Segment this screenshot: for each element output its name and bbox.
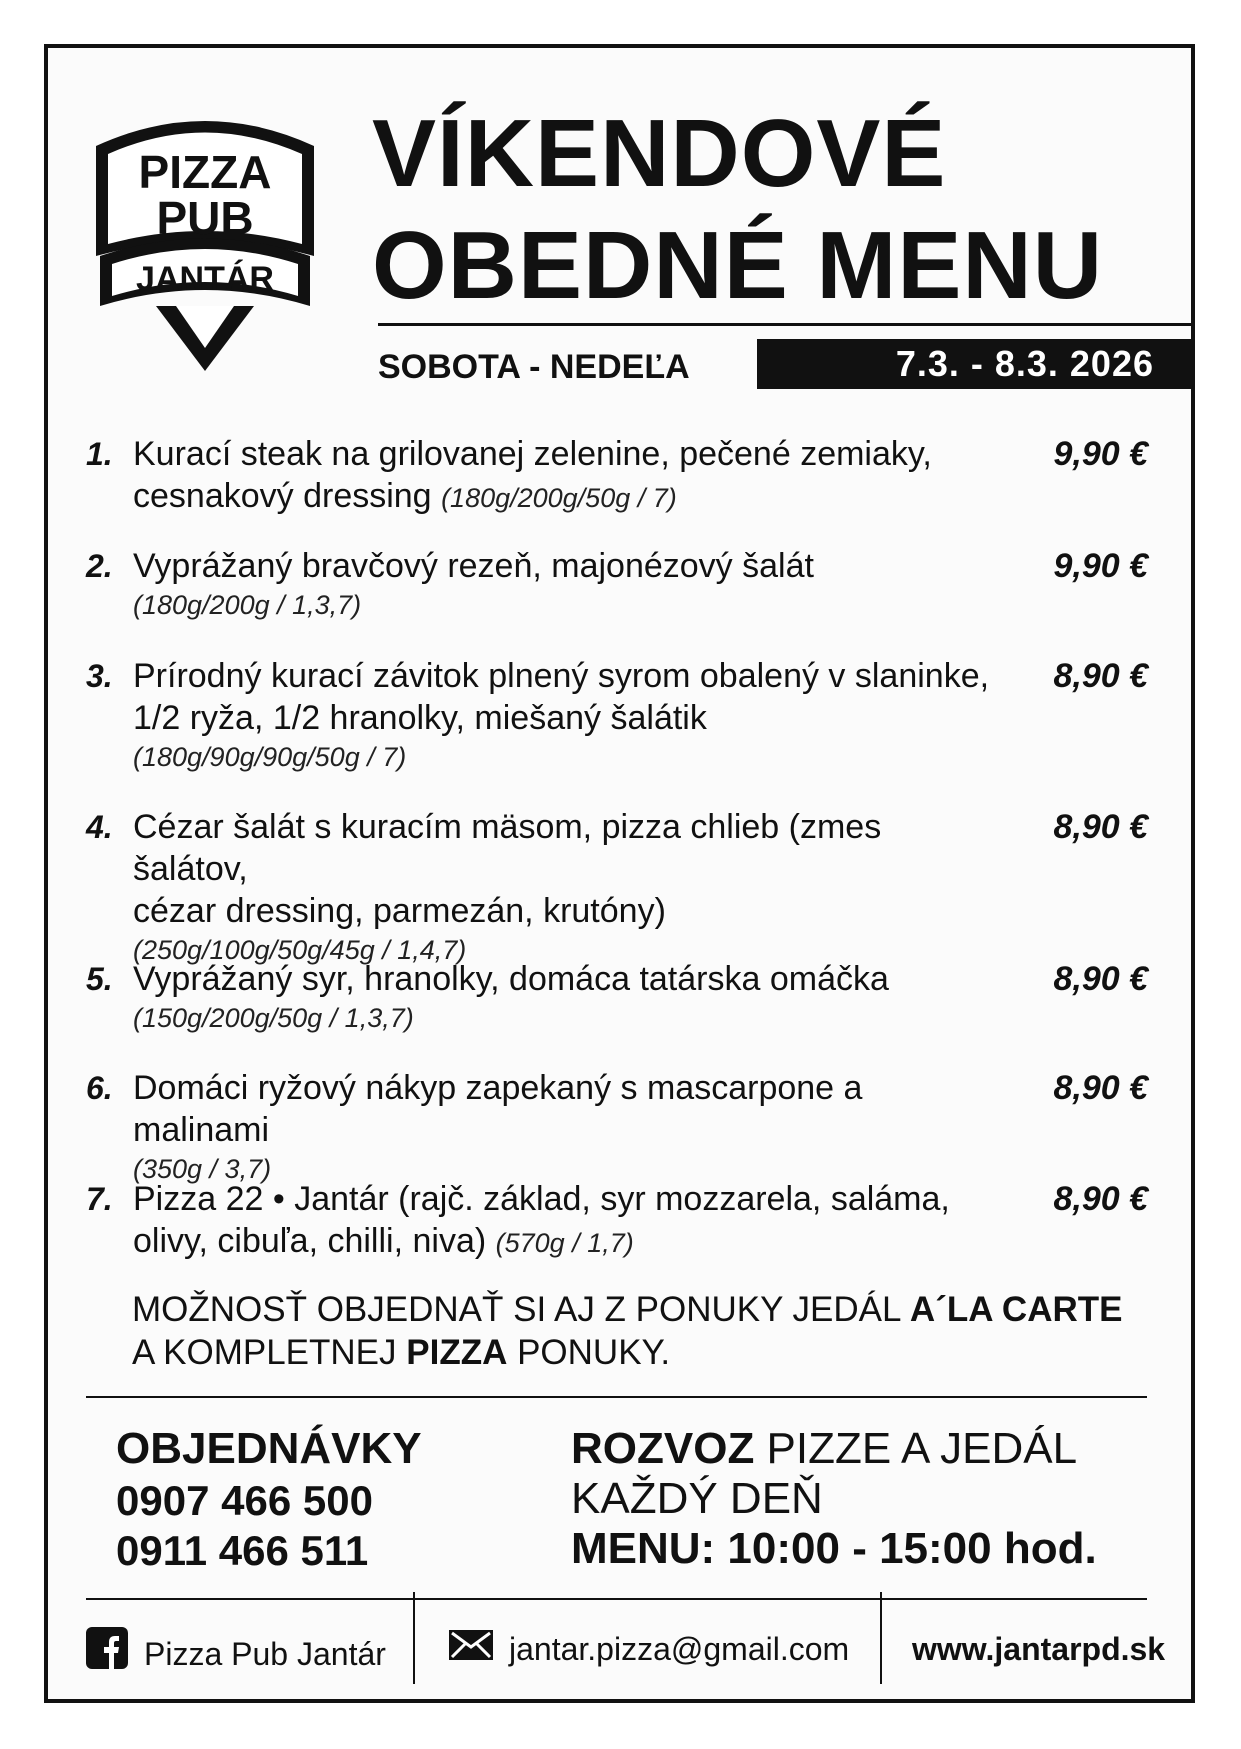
website-link[interactable] xyxy=(912,1627,1165,1671)
item-number: 3. xyxy=(86,658,113,694)
item-name: Domáci ryžový nákyp zapekaný s mascarpone a malinami xyxy=(133,1069,863,1149)
envelope-icon xyxy=(449,1627,493,1671)
phone-number: 0907 466 500 xyxy=(116,1477,373,1524)
logo xyxy=(86,106,324,374)
note-text: PONUKY. xyxy=(507,1333,671,1372)
item-name: Pizza 22 • Jantár (rajč. základ, syr mozzarela, saláma, xyxy=(133,1180,950,1218)
note-bold: PIZZA xyxy=(406,1333,508,1372)
a-la-carte-note xyxy=(132,1288,1123,1374)
item-name: Prírodný kurací závitok plnený syrom obalený v slaninke, 1/2 ryža, 1/2 hranolky, miešaný šalátik xyxy=(133,657,990,737)
item-price: 8,90 € xyxy=(1053,1069,1148,1107)
email-label: jantar.pizza@gmail.com xyxy=(509,1631,850,1667)
logo-line2: PUB xyxy=(156,192,254,244)
item-detail: (250g/100g/50g/45g / 1,4,7) xyxy=(133,935,467,965)
delivery-line2: KAŽDÝ DEŇ xyxy=(571,1474,823,1523)
logo-line1: PIZZA xyxy=(138,146,272,198)
date-badge: 7.3. - 8.3. 2026 xyxy=(757,339,1194,389)
item-name-cont: cesnakový dressing xyxy=(133,477,432,515)
logo-line3: JANTÁR xyxy=(136,260,274,298)
item-name-cont: olivy, cibuľa, chilli, niva) xyxy=(133,1222,487,1260)
item-number: 5. xyxy=(86,961,113,997)
item-number: 2. xyxy=(86,548,113,584)
note-text: MOŽNOSŤ OBJEDNAŤ SI AJ Z PONUKY JEDÁL xyxy=(132,1290,910,1329)
email-link[interactable] xyxy=(449,1627,849,1671)
delivery-info xyxy=(571,1424,1097,1574)
item-name: Vyprážaný bravčový rezeň, majonézový šalát xyxy=(133,547,814,585)
item-price: 8,90 € xyxy=(1053,808,1148,846)
item-name: Kurací steak na grilovanej zelenine, pečené zemiaky, xyxy=(133,435,932,473)
orders-heading: OBJEDNÁVKY xyxy=(116,1424,422,1473)
item-detail: (180g/90g/90g/50g / 7) xyxy=(133,742,407,772)
title-line2: OBEDNÉ MENU xyxy=(372,212,1104,319)
item-number: 4. xyxy=(86,809,113,845)
note-text: A KOMPLETNEJ xyxy=(132,1333,407,1372)
item-price: 8,90 € xyxy=(1053,1180,1148,1218)
phone-number: 0911 466 511 xyxy=(116,1527,369,1574)
item-number: 6. xyxy=(86,1070,113,1106)
note-bold: A´LA CARTE xyxy=(909,1290,1123,1329)
item-detail: (150g/200g/50g / 1,3,7) xyxy=(133,1003,414,1033)
item-price: 9,90 € xyxy=(1053,547,1148,585)
item-detail: (180g/200g / 1,3,7) xyxy=(133,590,362,620)
title-divider xyxy=(378,323,1194,326)
facebook-icon xyxy=(86,1627,128,1680)
delivery-bold: ROZVOZ xyxy=(571,1424,755,1473)
item-detail: (180g/200g/50g / 7) xyxy=(441,483,677,513)
footer-separator xyxy=(413,1592,415,1684)
item-price: 8,90 € xyxy=(1053,657,1148,695)
footer-separator xyxy=(880,1592,882,1684)
website-label: www.jantarpd.sk xyxy=(912,1631,1166,1667)
days-label: SOBOTA - NEDEĽA xyxy=(378,348,690,386)
item-number: 1. xyxy=(86,436,113,472)
item-number: 7. xyxy=(86,1181,113,1217)
divider xyxy=(86,1396,1147,1398)
menu-hours: MENU: 10:00 - 15:00 hod. xyxy=(571,1524,1097,1573)
item-detail: (350g / 3,7) xyxy=(133,1154,272,1184)
item-name: Vyprážaný syr, hranolky, domáca tatárska omáčka xyxy=(133,960,889,998)
facebook-link[interactable] xyxy=(86,1627,386,1680)
item-detail: (570g / 1,7) xyxy=(495,1228,634,1258)
item-name: Cézar šalát s kuracím mäsom, pizza chlieb (zmes šalátov, cézar dressing, parmezán, krutóny) xyxy=(133,808,882,930)
delivery-text: PIZZE A JEDÁL xyxy=(754,1424,1078,1473)
facebook-label: Pizza Pub Jantár xyxy=(144,1635,386,1672)
divider xyxy=(86,1598,1147,1600)
title-line1: VÍKENDOVÉ xyxy=(372,100,947,207)
item-price: 9,90 € xyxy=(1053,435,1148,473)
item-price: 8,90 € xyxy=(1053,960,1148,998)
page-title xyxy=(372,98,1103,322)
